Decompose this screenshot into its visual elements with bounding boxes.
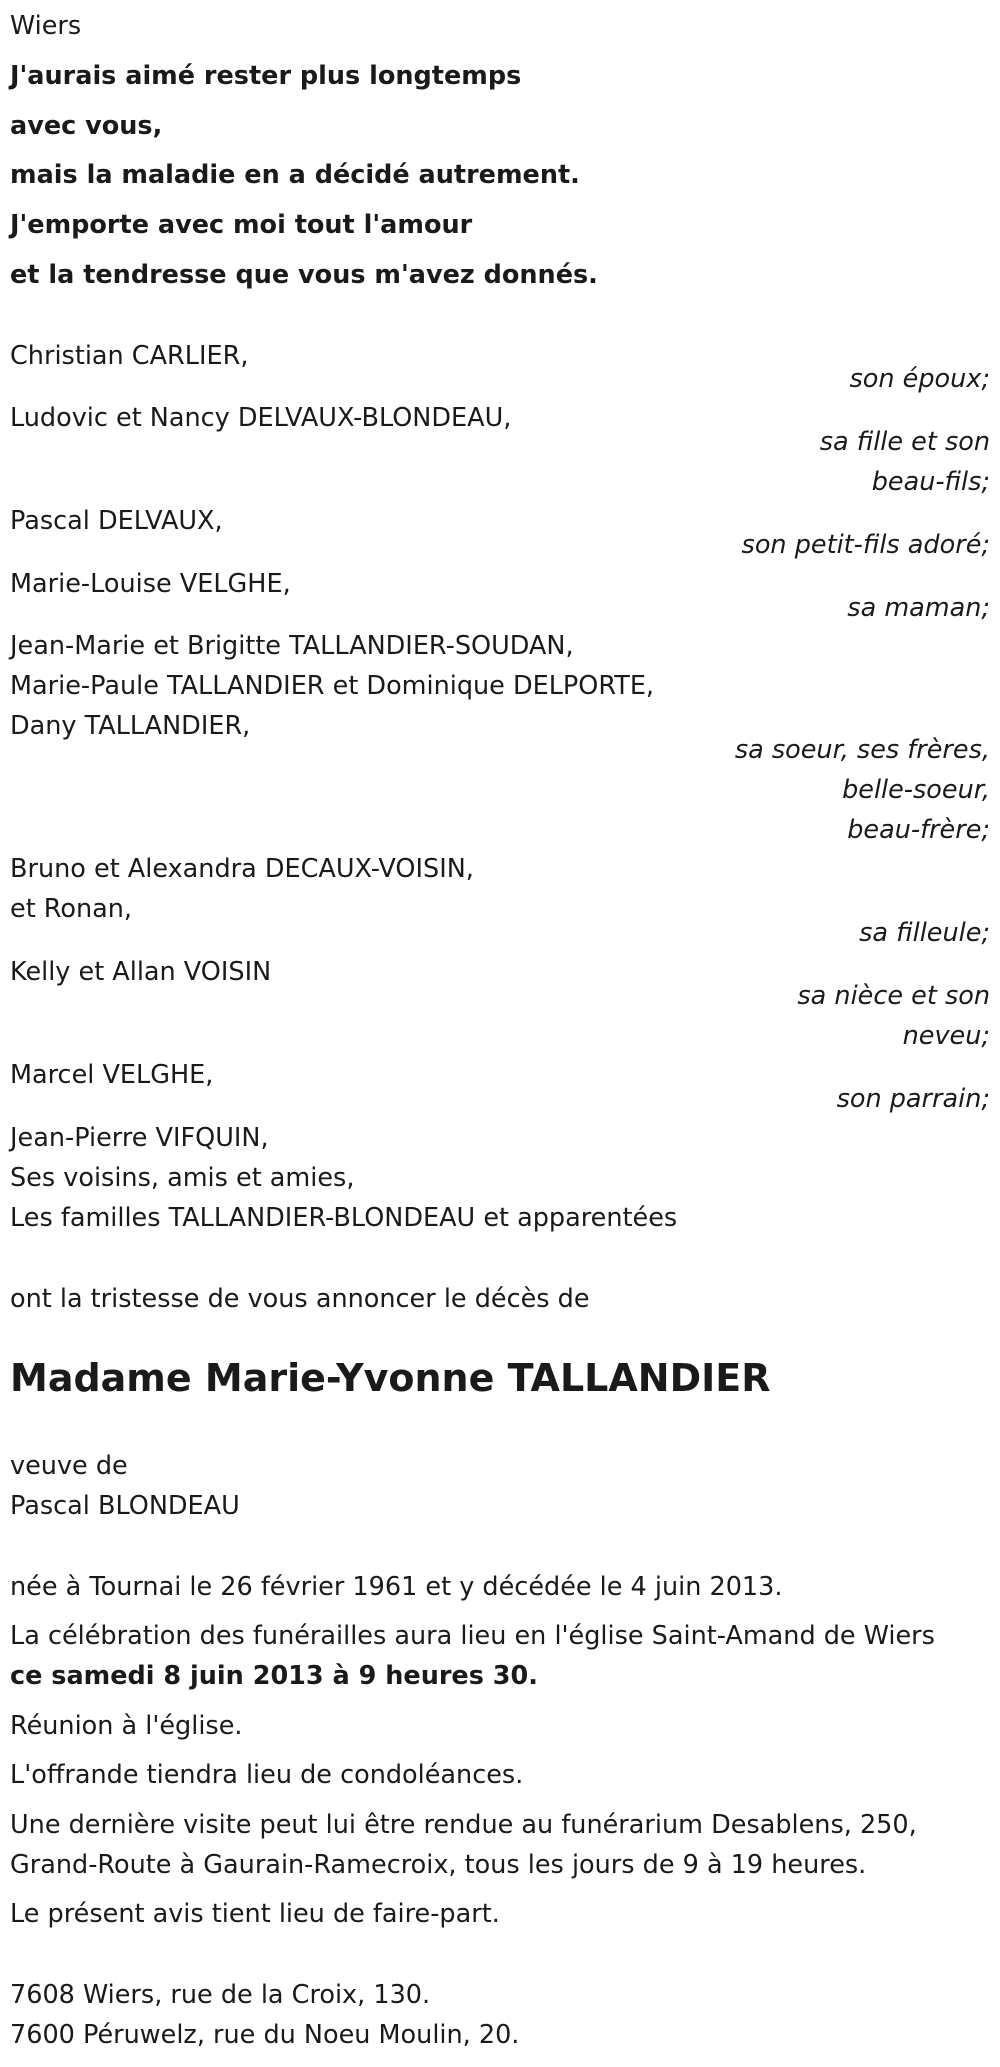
mourner-name: Kelly et Allan VOISIN (10, 957, 272, 987)
mourner-name: Ses voisins, amis et amies, (10, 1163, 355, 1193)
mourner-relation: neveu; (902, 1021, 990, 1051)
birth-death: née à Tournai le 26 février 1961 et y décédée le 4 juin 2013. (10, 1572, 783, 1602)
mourner-relation: son parrain; (836, 1084, 990, 1114)
mourner-name: Ludovic et Nancy DELVAUX-BLONDEAU, (10, 403, 512, 433)
location: Wiers (10, 11, 82, 41)
poem-line: J'aurais aimé rester plus longtemps (10, 61, 522, 91)
mourner-name: Jean-Pierre VIFQUIN, (10, 1123, 269, 1153)
announcement: ont la tristesse de vous annoncer le décès de (10, 1284, 590, 1314)
mourner-name: Dany TALLANDIER, (10, 711, 251, 741)
spouse-name: Pascal BLONDEAU (10, 1491, 240, 1521)
mourner-name: et Ronan, (10, 894, 133, 924)
mourner-relation: beau-fils; (871, 467, 990, 497)
mourner-name: Marie-Louise VELGHE, (10, 569, 291, 599)
mourner-name: Pascal DELVAUX, (10, 506, 223, 536)
poem-line: et la tendresse que vous m'avez donnés. (10, 260, 598, 290)
mourner-relation: son époux; (849, 364, 990, 394)
offering-info: L'offrande tiendra lieu de condoléances. (10, 1760, 524, 1790)
mourner-relation: belle-soeur, (842, 775, 990, 805)
mourner-name: Bruno et Alexandra DECAUX-VOISIN, (10, 854, 474, 884)
mourner-name: Marie-Paule TALLANDIER et Dominique DELPORTE, (10, 671, 655, 701)
mourner-relation: sa fille et son (819, 427, 990, 457)
address: 7608 Wiers, rue de la Croix, 130. (10, 1980, 431, 2010)
mourner-relation: sa nièce et son (797, 981, 990, 1011)
funeral-date: ce samedi 8 juin 2013 à 9 heures 30. (10, 1661, 538, 1691)
mourner-relation: sa filleule; (859, 918, 990, 948)
mourner-name: Jean-Marie et Brigitte TALLANDIER-SOUDAN, (10, 631, 574, 661)
poem-line: avec vous, (10, 111, 163, 141)
address: 7600 Péruwelz, rue du Noeu Moulin, 20. (10, 2020, 520, 2050)
mourner-name: Marcel VELGHE, (10, 1060, 214, 1090)
widow-of: veuve de (10, 1451, 128, 1481)
mourner-relation: son petit-fils adoré; (741, 530, 990, 560)
mourner-name: Les familles TALLANDIER-BLONDEAU et apparentées (10, 1203, 678, 1233)
poem-line: mais la maladie en a décidé autrement. (10, 160, 580, 190)
mourner-relation: beau-frère; (847, 815, 990, 845)
poem-line: J'emporte avec moi tout l'amour (10, 210, 473, 240)
notice: Le présent avis tient lieu de faire-part. (10, 1899, 500, 1929)
meeting-info: Réunion à l'église. (10, 1711, 243, 1741)
visit-info: Grand-Route à Gaurain-Ramecroix, tous les jours de 9 à 19 heures. (10, 1850, 867, 1880)
deceased-name: Madame Marie-Yvonne TALLANDIER (10, 1356, 771, 1400)
mourner-name: Christian CARLIER, (10, 341, 249, 371)
mourner-relation: sa soeur, ses frères, (734, 735, 990, 765)
mourner-relation: sa maman; (847, 593, 990, 623)
visit-info: Une dernière visite peut lui être rendue au funérarium Desablens, 250, (10, 1810, 917, 1840)
funeral-info: La célébration des funérailles aura lieu en l'église Saint-Amand de Wiers (10, 1621, 935, 1651)
